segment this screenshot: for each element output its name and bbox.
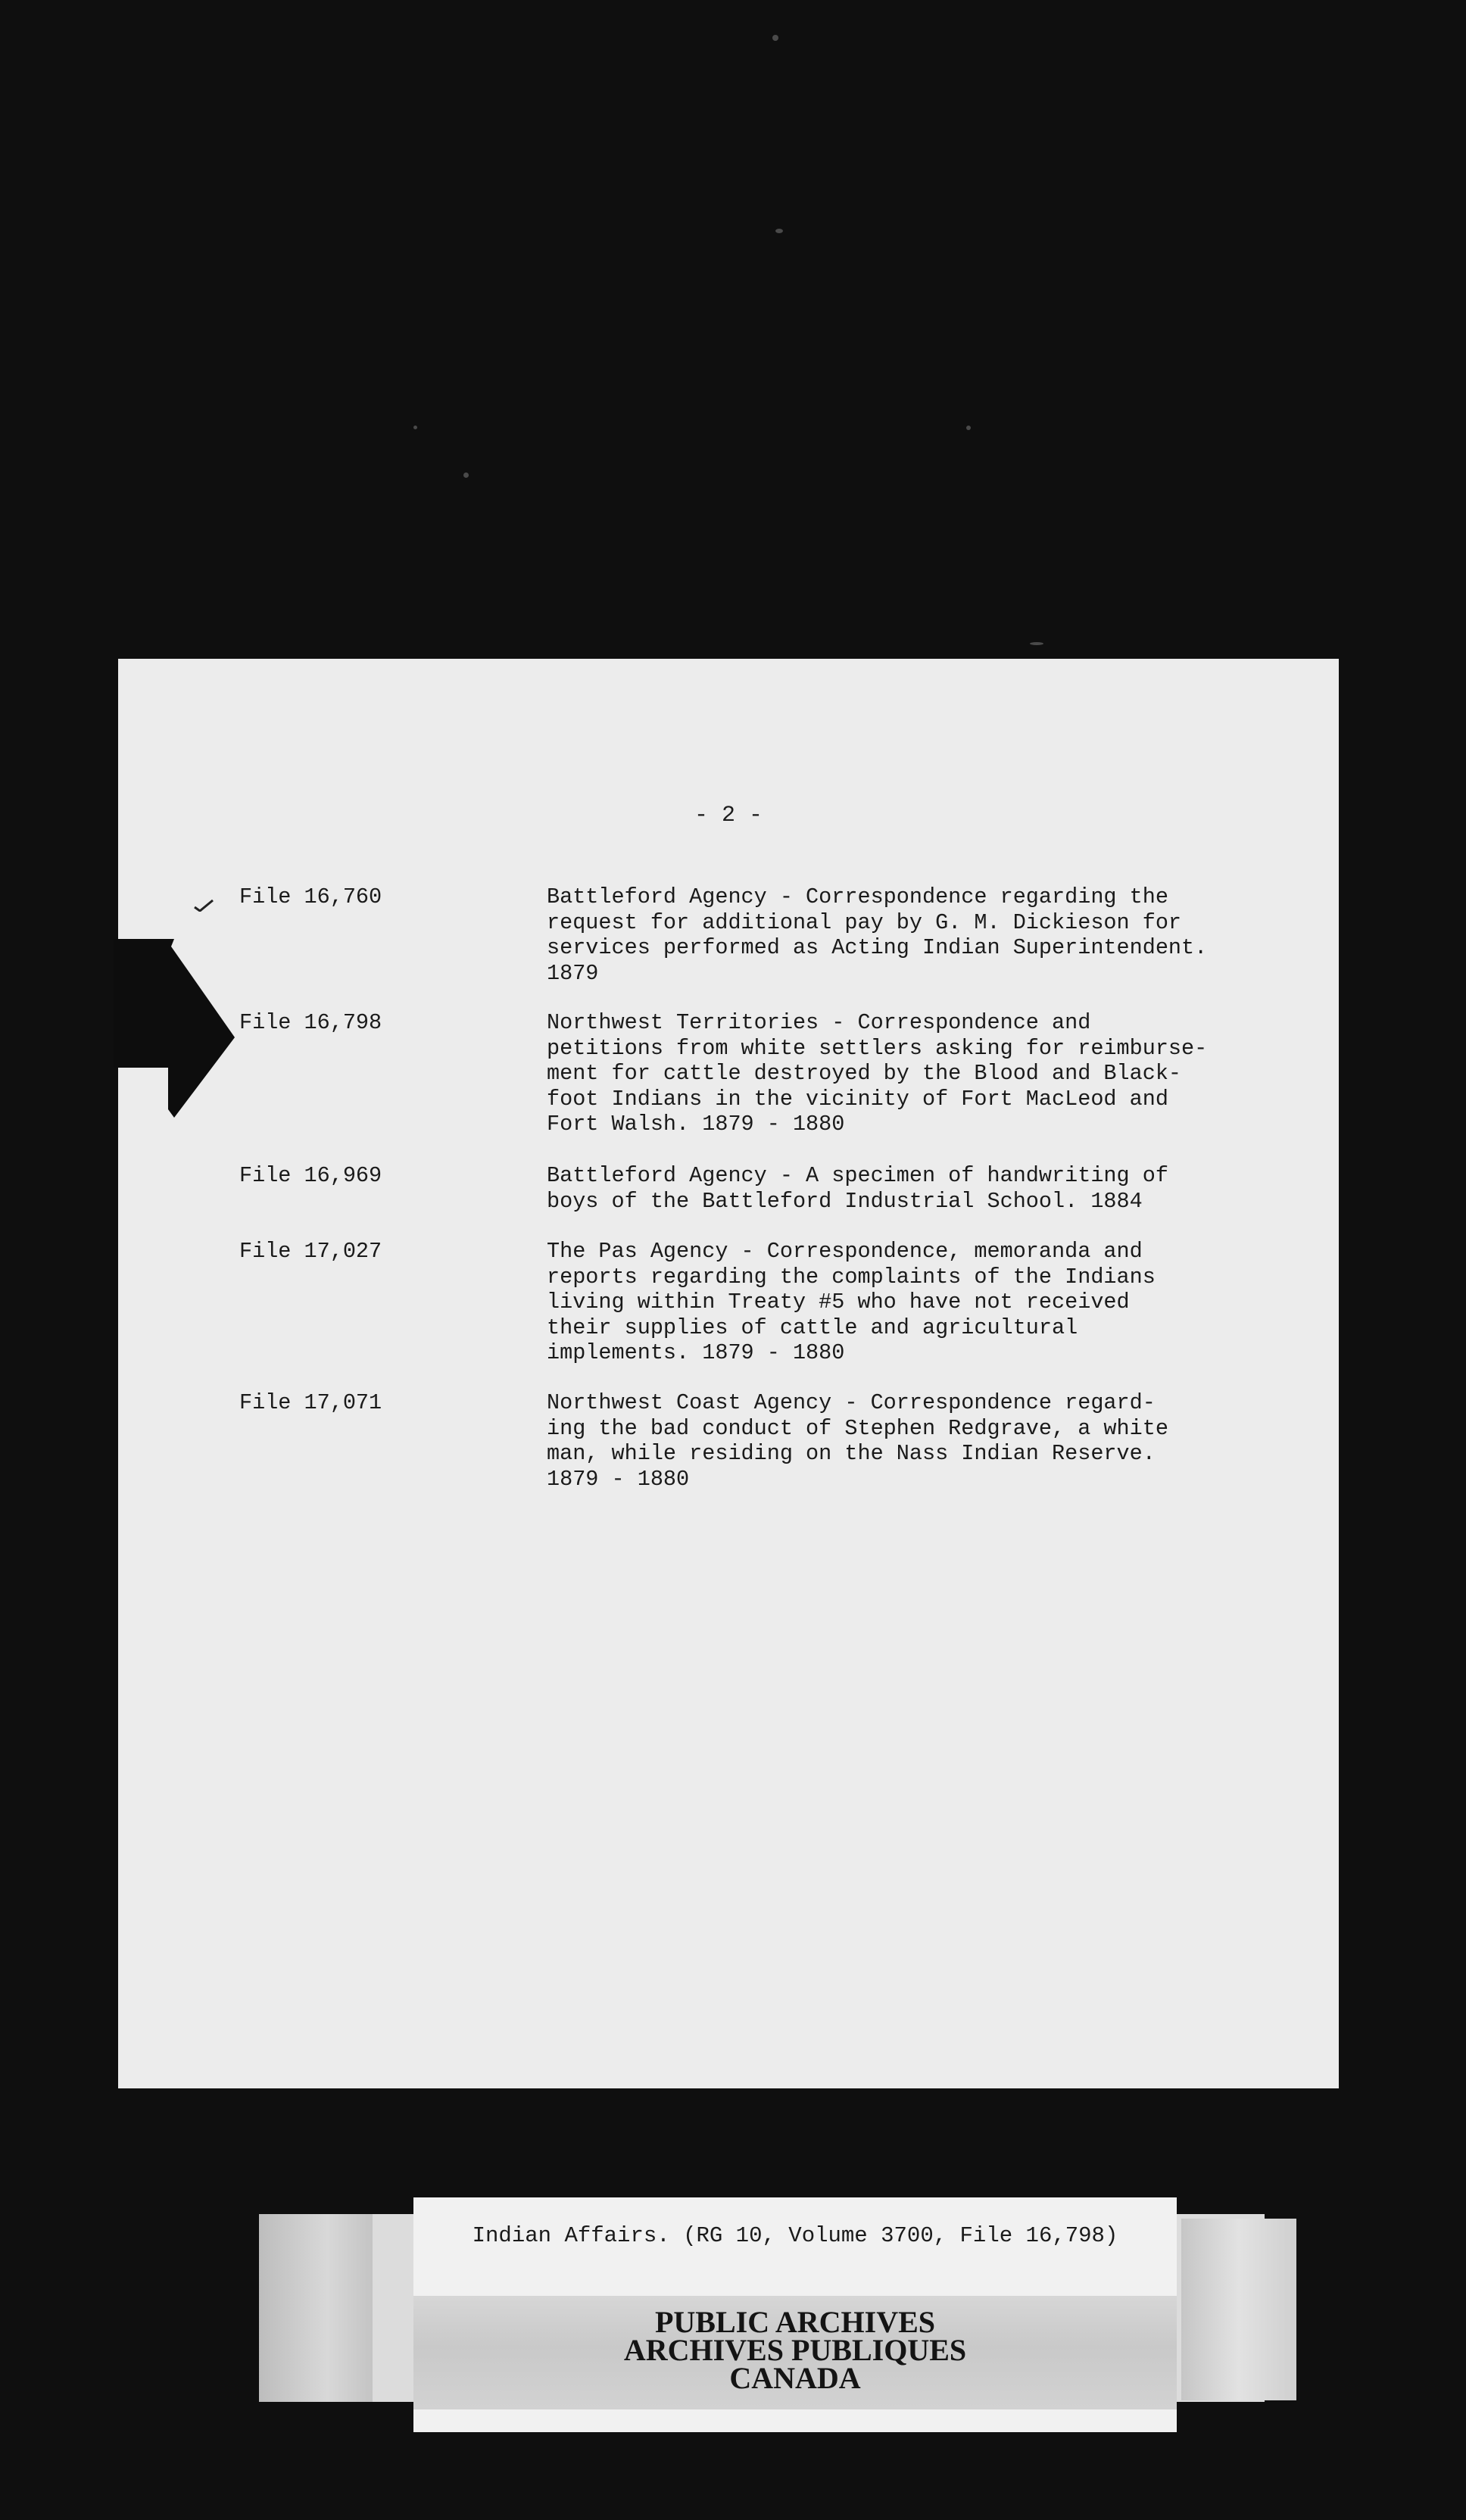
description-line: request for additional pay by G. M. Dickieson for (547, 909, 1182, 935)
description-line: Northwest Coast Agency - Correspondence regard- (547, 1390, 1156, 1415)
description-line: Battleford Agency - Correspondence regarding the (547, 884, 1168, 909)
film-speck (775, 229, 783, 233)
archive-stamp (413, 2305, 1177, 2395)
description-line: ment for cattle destroyed by the Blood and Black- (547, 1061, 1182, 1086)
description-line: man, while residing on the Nass Indian Reserve. (547, 1441, 1156, 1466)
file-description (547, 884, 1319, 986)
file-number: File 16,798 (239, 1010, 382, 1035)
description-line: Battleford Agency - A specimen of handwriting of (547, 1163, 1168, 1188)
file-number: File 17,027 (239, 1239, 382, 1264)
description-line: foot Indians in the vicinity of Fort MacLeod and (547, 1086, 1168, 1112)
page-number: - 2 - (694, 803, 763, 828)
archive-label (413, 2197, 1177, 2432)
film-tab-right (1181, 2219, 1296, 2400)
description-line: living within Treaty #5 who have not received (547, 1290, 1130, 1315)
description-line: 1879 - 1880 (547, 1466, 690, 1492)
file-number: File 16,760 (239, 884, 382, 909)
description-line: Fort Walsh. 1879 - 1880 (547, 1112, 845, 1137)
description-line: boys of the Battleford Industrial School. 1884 (547, 1188, 1143, 1214)
file-description (547, 1390, 1319, 1492)
archive-citation: Indian Affairs. (RG 10, Volume 3700, File 16,798) (472, 2223, 1118, 2248)
file-description (547, 1010, 1319, 1137)
film-speck (413, 426, 417, 429)
film-speck (772, 35, 778, 41)
description-line: implements. 1879 - 1880 (547, 1340, 845, 1365)
pointer-arrow-icon (114, 939, 235, 1121)
file-number: File 16,969 (239, 1163, 382, 1188)
description-line: 1879 (547, 960, 599, 986)
film-speck (1030, 642, 1043, 645)
stamp-line: PUBLIC ARCHIVES (654, 2305, 936, 2339)
document-page (118, 659, 1339, 2088)
description-line: The Pas Agency - Correspondence, memoranda and (547, 1239, 1143, 1264)
film-tab-left (259, 2214, 373, 2402)
description-line: services performed as Acting Indian Superintendent. (547, 935, 1208, 960)
file-number: File 17,071 (239, 1390, 382, 1415)
film-speck (966, 426, 971, 430)
description-line: their supplies of cattle and agricultural (547, 1315, 1078, 1340)
check-mark-icon (194, 900, 214, 912)
description-line: petitions from white settlers asking for reimburse- (547, 1035, 1208, 1061)
stamp-line: CANADA (729, 2361, 861, 2395)
description-line: reports regarding the complaints of the Indians (547, 1264, 1156, 1290)
description-line: Northwest Territories - Correspondence and (547, 1010, 1091, 1035)
film-speck (463, 472, 469, 478)
stamp-line: ARCHIVES PUBLIQUES (623, 2333, 967, 2367)
description-line: ing the bad conduct of Stephen Redgrave, a white (547, 1415, 1168, 1441)
archive-stamp-band (413, 2296, 1177, 2409)
file-description (547, 1163, 1319, 1214)
file-description (547, 1239, 1319, 1366)
